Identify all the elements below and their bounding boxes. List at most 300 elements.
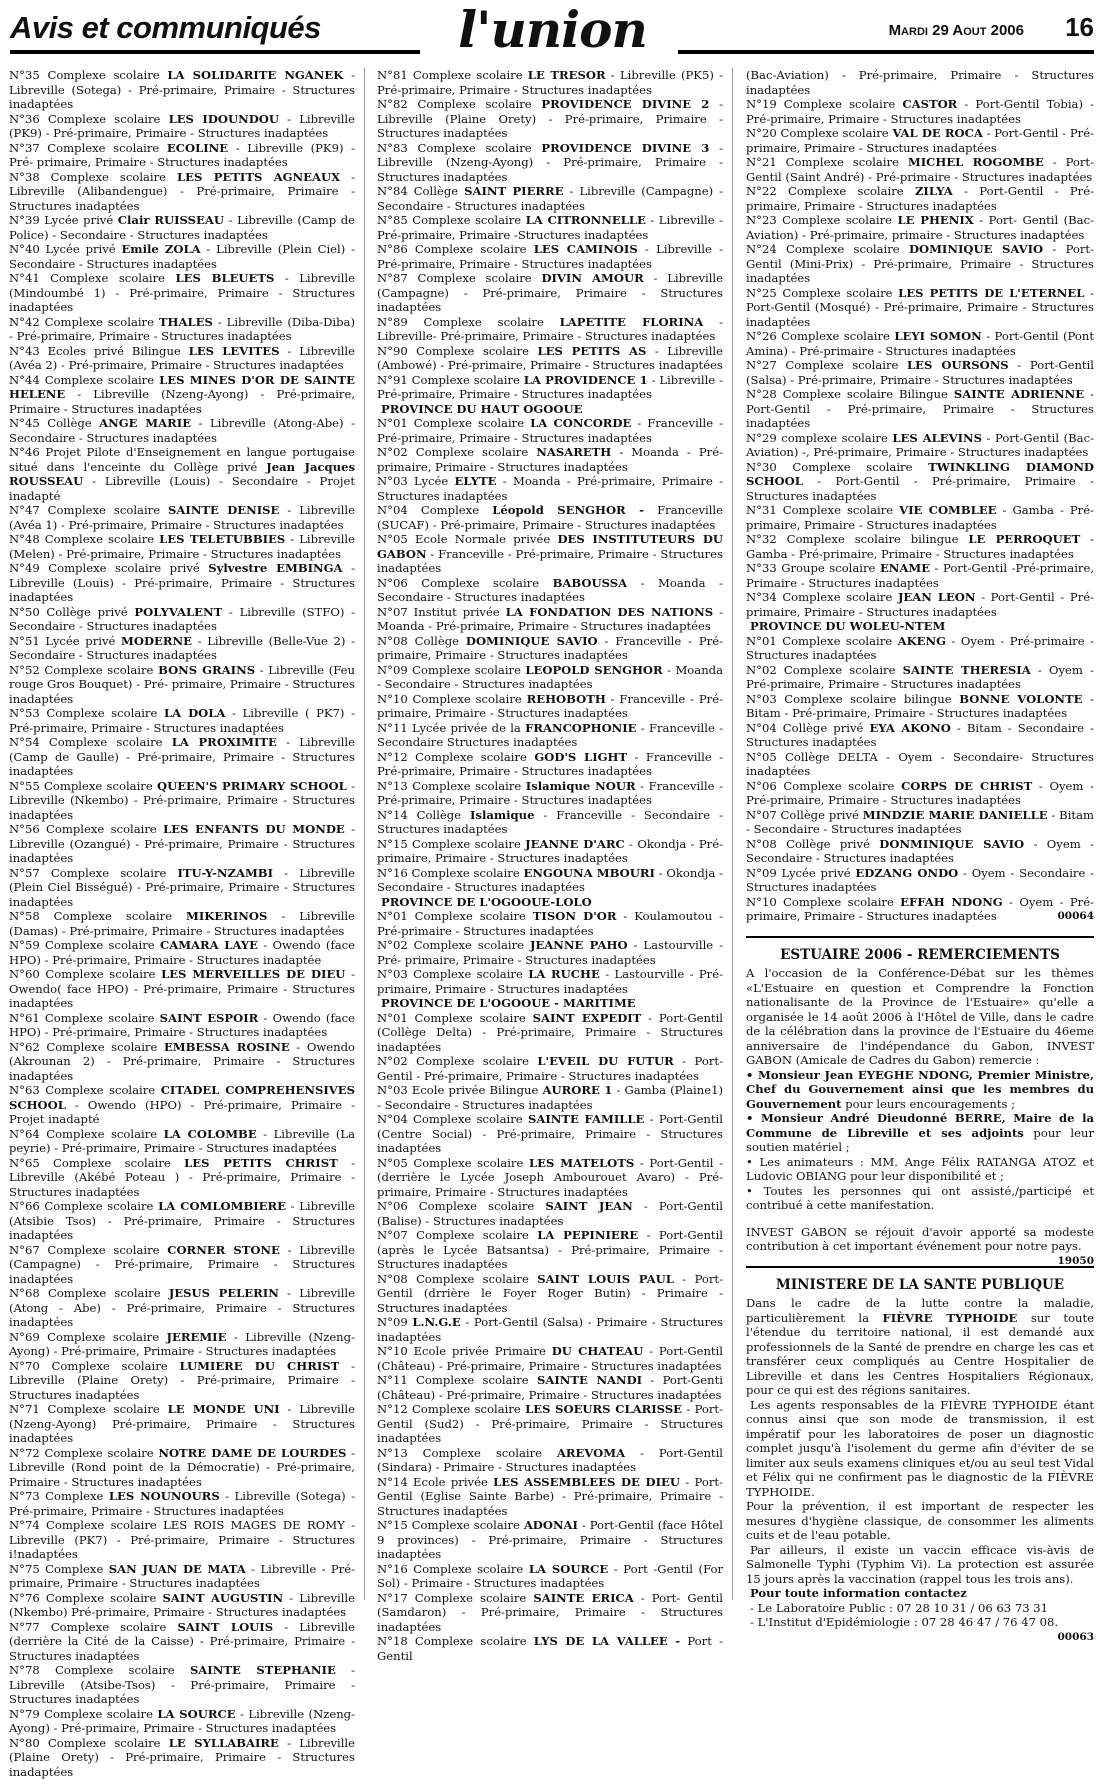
entry-number: N°90 <box>377 344 408 358</box>
entry-type: Complexe scolaire <box>777 503 899 517</box>
school-entry <box>746 358 1094 387</box>
entry-number: N°59 <box>9 938 40 952</box>
school-name: LES MERVEILLES DE DIEU <box>161 967 345 981</box>
entry-number: N°09 <box>377 1315 408 1329</box>
entry-details: - Owendo (HPO) - Pré-primaire, Primaire - Projet inadapté <box>9 1098 355 1127</box>
entry-details: - Franceville - Pré-primaire, Primaire - Structures inadaptées <box>377 416 723 445</box>
entry-type: Complexe scolaire <box>40 1591 163 1605</box>
contact-line <box>746 1615 1094 1630</box>
school-entry <box>9 213 355 242</box>
school-name: LES CAMINOIS <box>534 242 638 256</box>
province-heading: PROVINCE DE L'OGOOUE-LOLO <box>377 895 723 910</box>
notice-separator <box>746 1266 1094 1268</box>
school-name: LES BLEUETS <box>175 271 274 285</box>
entry-details: - Port-Gentil (après le Lycée Batsantsa) - Pré-primaire, Primaire - Structures inadaptées <box>377 1228 723 1271</box>
entry-details: - Libreville (Nzeng-Ayong) Pré-primaire, Primaire - Structures inadaptées <box>9 1402 355 1445</box>
school-entry <box>9 938 355 967</box>
school-name: BABOUSSA <box>553 576 628 590</box>
school-entry <box>377 1054 723 1083</box>
school-name: LE MONDE UNI <box>168 1402 280 1416</box>
entry-details: - Koulamoutou - Pré-primaire - Structures inadaptées <box>377 909 723 938</box>
school-name: LA PROXIMITE <box>172 735 277 749</box>
school-entry <box>746 329 1094 358</box>
entry-type: Projet Pilote d'Enseignement en langue portugaise situé dans l'enceinte du Collège privé <box>9 445 355 474</box>
school-name: LA PEPINIERE <box>537 1228 638 1242</box>
school-name: LUMIERE DU CHRIST <box>179 1359 339 1373</box>
school-entry <box>9 344 355 373</box>
entry-details: - Libreville (PK9) - Pré-primaire, Primaire - Structures inadaptées <box>9 112 355 141</box>
entry-details: - Libreville (Plaine Orety) - Pré-primaire, Primaire - Structures inadaptées <box>9 1736 355 1779</box>
entry-details: - Libreville (Avéa 1) - Pré-primaire, Primaire - Structures inadaptées <box>9 503 355 532</box>
entry-details: - Franceville - Secondaire Structures inadaptées <box>377 721 723 750</box>
school-entry <box>377 344 723 373</box>
entry-type: Complexe scolaire <box>777 895 900 909</box>
entry-type: Collège privé <box>777 808 863 822</box>
school-entry <box>377 416 723 445</box>
school-entry <box>377 837 723 866</box>
entry-type: Complexe scolaire <box>408 967 528 981</box>
column-divider <box>364 68 365 1600</box>
entry-details: - Libreville (Akébé Poteau ) - Pré-primaire, Primaire - Structures inadaptées <box>9 1156 355 1199</box>
entry-details: - Port-Gentil (Mosqué) - Pré-primaire, Primaire - Structures inadaptées <box>746 286 1094 329</box>
school-name: JEANNE D'ARC <box>525 837 625 851</box>
school-entry <box>9 271 355 315</box>
entry-number: N°01 <box>377 416 408 430</box>
entry-details: - Libreville (Rond point de la Démocratie) - Pré-primaire, Primaire - Structures inadaptées <box>9 1446 355 1489</box>
entry-type: Complexe scolaire <box>777 663 903 677</box>
school-name: EYA AKONO <box>869 721 950 735</box>
entry-number: N°73 <box>9 1489 40 1503</box>
entry-details: Franceville (SUCAF) - Pré-primaire, Primaire - Structures inadaptées <box>377 503 723 532</box>
school-name: SAINT EXPEDIT <box>533 1011 642 1025</box>
entry-type: Complexe scolaire <box>40 1663 190 1677</box>
entry-details: - Port-Gentil (Pont Amina) - Pré-primaire - Structures inadaptées <box>746 329 1094 358</box>
entry-number: N°65 <box>9 1156 40 1170</box>
entry-type: Ecole privée Bilingue <box>408 1083 543 1097</box>
entry-type: Collège privé <box>777 721 870 735</box>
entry-type: Collège DELTA - Oyem - Secondaire- Structures inadaptées <box>746 750 1094 779</box>
entry-details: - Libreville (Damas) - Pré-primaire, Primaire - Structures inadaptées <box>9 909 355 938</box>
entry-number: N°14 <box>377 1475 408 1489</box>
entry-details: - Libreville (Ozangué) - Pré-primaire, Primaire - Structures inadaptées <box>9 822 355 865</box>
entry-number: N°48 <box>9 532 40 546</box>
entry-number: N°26 <box>746 329 777 343</box>
school-entry <box>746 155 1094 184</box>
entry-type: Ecole privée Primaire <box>408 1344 552 1358</box>
school-entry <box>9 1359 355 1403</box>
entry-number: N°54 <box>9 735 40 749</box>
entry-number: N°87 <box>377 271 408 285</box>
entry-number: N°02 <box>377 1054 408 1068</box>
school-entry <box>9 735 355 779</box>
school-entry <box>746 68 1094 97</box>
entry-details: - Libreville - Pré-primaire, Primaire - Structures inadaptées <box>377 242 723 271</box>
notice-title: MINISTERE DE LA SANTE PUBLIQUE <box>746 1278 1094 1293</box>
entry-number: N°01 <box>377 909 408 923</box>
bullet-bold: • Monsieur André Dieudonné BERRE, Maire de la Commune de Libreville et ses adjoints <box>746 1111 1094 1140</box>
entry-details: - Owendo (face HPO) - Pré-primaire, Primaire - Structures inadaptées <box>9 1011 355 1040</box>
entry-number: N°03 <box>377 1083 408 1097</box>
school-entry <box>746 663 1094 692</box>
school-name: CORNER STONE <box>167 1243 280 1257</box>
school-name: Islamique NOUR <box>526 779 636 793</box>
entry-details: - Libreville (Ambowé) - Pré-primaire, Primaire - Structures inadaptées <box>377 344 723 373</box>
entry-type: Collège <box>408 634 466 648</box>
entry-details: - Port-Gentil (Collège Delta) - Pré-primaire, Primaire - Structures inadaptées <box>377 1011 723 1054</box>
province-heading: PROVINCE DU HAUT OGOOUE <box>377 402 723 417</box>
entry-details: - Franceville - Pré-primaire, Primaire - Structures inadaptées <box>377 692 723 721</box>
entry-details: - Port-Gentil - Pré-primaire, Primaire - Structures inadaptées <box>746 387 1094 430</box>
entry-details: - Bitam - Secondaire - Structures inadaptées <box>746 808 1094 837</box>
entry-type: Complexe scolaire <box>777 779 901 793</box>
entry-number: N°22 <box>746 184 777 198</box>
entry-details: - Port- Gentil (Bac-Aviation) - Pré-primaire, primaire - Structures inadaptées <box>746 213 1094 242</box>
school-name: TWINKLING DIAMOND SCHOOL <box>746 460 1094 489</box>
school-entry <box>746 634 1094 663</box>
entry-number: N°02 <box>377 938 408 952</box>
entry-number: N°69 <box>9 1330 40 1344</box>
school-entry <box>9 866 355 910</box>
entry-type: Complexe scolaire <box>777 242 909 256</box>
school-entry <box>377 315 723 344</box>
entry-number: N°46 <box>9 445 40 459</box>
school-entry <box>9 1736 355 1779</box>
school-entry <box>377 1634 723 1663</box>
entry-number: N°28 <box>746 387 777 401</box>
notice-closing <box>746 1225 1094 1254</box>
entry-details: - Libreville (Atong-Abe) - Secondaire - Structures inadaptées <box>9 416 355 445</box>
school-name: NOTRE DAME DE LOURDES <box>158 1446 346 1460</box>
school-name: SAN JUAN DE MATA <box>109 1562 246 1576</box>
entry-type: complexe scolaire <box>777 431 893 445</box>
entry-type: Complexe scolaire <box>40 1199 158 1213</box>
school-entry <box>377 1344 723 1373</box>
entry-details: - Libreville (Feu rouge Gros Bouquet) - Pré- primaire, Primaire - Structures inadaptées <box>9 663 355 706</box>
entry-number: N°81 <box>377 68 408 82</box>
school-entry <box>9 416 355 445</box>
school-name: ENAME <box>880 561 930 575</box>
entry-type: Institut privée <box>408 605 506 619</box>
school-name: LE PERROQUET <box>968 532 1080 546</box>
school-name: LA CITRONNELLE <box>526 213 646 227</box>
entry-type: Complexe scolaire <box>40 735 172 749</box>
entry-number: N°58 <box>9 909 40 923</box>
issue-date: Mardi 29 Aout 2006 <box>889 22 1024 39</box>
school-entry <box>377 1156 723 1200</box>
entry-details: - Owendo (Akrounan 2) - Pré-primaire, Primaire - Structures inadaptées <box>9 1040 355 1083</box>
province-heading: PROVINCE DU WOLEU-NTEM <box>746 619 1094 634</box>
entry-details: - Oyem - Pré-primaire, Primaire - Structures inadaptées <box>746 895 1094 924</box>
entry-type: Lycée <box>408 474 455 488</box>
school-entry <box>377 68 723 97</box>
school-name: EMBESSA ROSINE <box>164 1040 290 1054</box>
entry-type: Complexe scolaire <box>408 1011 533 1025</box>
notice-bullet: • Toutes les personnes qui ont assisté,/participé et contribué à cette manifestation. <box>746 1184 1094 1213</box>
school-name: GOD'S LIGHT <box>534 750 627 764</box>
school-entry <box>377 141 723 185</box>
bullet-text: pour leurs encouragements ; <box>842 1097 1016 1111</box>
entry-type: Complexe scolaire <box>40 1446 159 1460</box>
section-title: Avis et communiqués <box>10 10 321 46</box>
entry-details: - Port-Gentil - Pré-primaire, Primaire - Structures inadaptées <box>377 1054 723 1083</box>
entry-number: N°13 <box>377 779 408 793</box>
entry-number: N°10 <box>377 692 408 706</box>
entry-type: Complexe scolaire Bilingue <box>777 387 954 401</box>
school-name: Emile ZOLA <box>121 242 200 256</box>
school-entry <box>746 387 1094 431</box>
entry-type: Complexe <box>40 1562 109 1576</box>
entry-details: - Port-Gentil (Salsa) - Primaire - Structures inadaptées <box>377 1315 723 1344</box>
school-name: JEAN LEON <box>898 590 976 604</box>
entry-number: N°71 <box>9 1402 40 1416</box>
entry-type: Collège privé <box>40 605 135 619</box>
entry-details: - Libreville (Atsibe-Tsos) - Pré-primaire, Primaire - Structures inadaptées <box>9 1663 355 1706</box>
entry-type: Complexe scolaire <box>408 242 534 256</box>
school-entry <box>9 1562 355 1591</box>
entry-type: Complexe scolaire <box>40 532 159 546</box>
entry-number: N°60 <box>9 967 40 981</box>
contact-text: - L'Institut d'Epidémiologie : 07 28 46 47 / 76 47 08. <box>750 1615 1058 1629</box>
header-rule-left <box>10 50 420 54</box>
entry-number: N°91 <box>377 373 408 387</box>
entry-details: - Libreville (Avéa 2) - Pré-primaire, Primaire - Structures inadaptées <box>9 344 355 373</box>
entry-number: N°15 <box>377 837 408 851</box>
entry-type: Complexe scolaire <box>777 634 898 648</box>
entry-number: N°40 <box>9 242 40 256</box>
school-name: VAL DE ROCA <box>892 126 982 140</box>
school-entry <box>9 503 355 532</box>
entry-number: N°05 <box>746 750 777 764</box>
entry-details: - Libreville - Pré-primaire, Primaire - Structures inadaptées <box>9 1562 355 1591</box>
school-entry <box>377 503 723 532</box>
entry-details: - Libreville (Atsibie Tsos) - Pré-primaire, Primaire - Structures inadaptées <box>9 1199 355 1242</box>
entry-number: N°25 <box>746 286 777 300</box>
ad-reference: 00063 <box>1057 1630 1094 1645</box>
school-entry <box>9 1402 355 1446</box>
notice-paragraph: Pour la prévention, il est important de respecter les mesures d'hygiène classique, de consommer les aliments cuits et de l'eau potable. <box>746 1499 1094 1543</box>
entry-type: Complexe scolaire <box>408 576 553 590</box>
entry-number: N°03 <box>746 692 777 706</box>
entry-type: Complexe scolaire <box>40 1127 164 1141</box>
school-name: POLYVALENT <box>134 605 222 619</box>
school-entry <box>746 503 1094 532</box>
school-name: SAINT ESPOIR <box>160 1011 259 1025</box>
school-entry <box>746 126 1094 155</box>
entry-details: - Libreville (Melen) - Pré-primaire, Primaire - Structures inadaptées <box>9 532 355 561</box>
entry-type: Complexe scolaire <box>408 97 542 111</box>
school-name: EDZANG ONDO <box>855 866 958 880</box>
notice-bullet <box>746 1111 1094 1155</box>
school-name: SAINTE THERESIA <box>903 663 1031 677</box>
school-entry <box>9 141 355 170</box>
school-name: PROVIDENCE DIVINE 3 <box>541 141 709 155</box>
entry-details: - Port-Gentil (face Hôtel 9 provinces) - Pré-primaire, Primaire - Structures inadaptées <box>377 1518 723 1561</box>
entry-type: Complexe scolaire <box>408 1112 528 1126</box>
entry-number: N°01 <box>746 634 777 648</box>
school-name: LEYI SOMON <box>894 329 981 343</box>
entry-type: Complexe scolaire <box>40 822 163 836</box>
school-entry <box>746 721 1094 750</box>
entry-number: N°08 <box>746 837 777 851</box>
school-name: Léopold SENGHOR - <box>492 503 644 517</box>
entry-details: - Port-Genti (Château) - Pré-primaire, Primaire - Structures inadaptées <box>377 1373 723 1402</box>
school-entry <box>9 1243 355 1287</box>
school-name: AREVOMA <box>557 1446 625 1460</box>
school-name: CITADEL COMPREHENSIVES SCHOOL <box>9 1083 355 1112</box>
school-entry <box>377 663 723 692</box>
entry-number: N°13 <box>377 1446 408 1460</box>
school-name: LA DOLA <box>164 706 225 720</box>
entry-details: - Libreville (Campagne) - Pré-primaire, Primaire - Structures inadaptées <box>9 1243 355 1286</box>
school-entry <box>9 1040 355 1084</box>
school-entry <box>9 822 355 866</box>
entry-number: N°44 <box>9 373 40 387</box>
entry-details: - Gamba - Pré-primaire, Primaire - Structures inadaptées <box>746 503 1094 532</box>
school-entry <box>746 242 1094 286</box>
school-name: SAINT LOUIS <box>177 1620 273 1634</box>
entry-number: N°06 <box>746 779 777 793</box>
entry-type: Complexe scolaire <box>408 1402 525 1416</box>
entry-details: Port -Gentil <box>377 1634 723 1663</box>
entry-details: - Moanda - Secondaire - Structures inadaptées <box>377 576 723 605</box>
entry-number: N°41 <box>9 271 40 285</box>
paragraph-text: Dans le cadre de la lutte contre la maladie, particulièrement la <box>746 1296 1094 1325</box>
entry-type: Complexe scolaire <box>777 329 895 343</box>
entry-type: Lycée privé <box>777 866 856 880</box>
school-entry <box>746 184 1094 213</box>
entry-type: Ecole privée <box>408 1475 493 1489</box>
entry-number: N°50 <box>9 605 40 619</box>
notice-separator <box>746 936 1094 938</box>
school-name: SAINTE ERICA <box>533 1591 633 1605</box>
entry-type: Lycée privé <box>40 242 122 256</box>
entry-type: Collège <box>408 184 464 198</box>
entry-number: N°29 <box>746 431 777 445</box>
entry-type: Complexe scolaire <box>40 1243 168 1257</box>
school-entry <box>746 895 1094 924</box>
entry-details: - Franceville - Pré-primaire, Primaire - Structures inadaptées <box>377 779 723 808</box>
entry-type: Complexe scolaire <box>777 184 915 198</box>
entry-type: Complexe scolaire <box>40 1286 169 1300</box>
school-name: FRANCOPHONIE <box>525 721 636 735</box>
entry-type: Complexe scolaire <box>777 590 898 604</box>
school-entry <box>9 1083 355 1127</box>
school-name: LEOPOLD SENGHOR <box>525 663 662 677</box>
entry-type: Complexe scolaire <box>40 1736 169 1750</box>
school-name: SAINT JEAN <box>545 1199 632 1213</box>
school-entry <box>9 315 355 344</box>
entry-number: N°78 <box>9 1663 40 1677</box>
school-entry <box>377 967 723 996</box>
entry-number: N°02 <box>377 445 408 459</box>
column-3 <box>746 68 1094 1644</box>
school-name: ZILYA <box>915 184 953 198</box>
entry-details: - Libreville - Pré-primaire, Primaire -Structures inadaptées <box>377 213 723 242</box>
entry-type: Complexe scolaire <box>40 112 169 126</box>
entry-type: Collège <box>408 808 470 822</box>
entry-details: - Libreville (Nzeng-Ayong) - Pré-primaire, Primaire - Structures inadaptées <box>9 1330 355 1359</box>
entry-number: N°11 <box>377 721 408 735</box>
page-number: 16 <box>1065 12 1094 43</box>
entry-type: Complexe scolaire <box>408 213 526 227</box>
entry-type: Complexe scolaire <box>408 909 533 923</box>
school-name: Clair RUISSEAU <box>118 213 224 227</box>
school-entry <box>746 590 1094 619</box>
entry-number: N°83 <box>377 141 408 155</box>
school-entry <box>377 692 723 721</box>
entry-number: N°18 <box>377 1634 408 1648</box>
entry-type: Complexe scolaire <box>408 1591 534 1605</box>
school-entry <box>746 532 1094 561</box>
entry-details: - Libreville (Camp de Gaulle) - Pré-primaire, Primaire - Structures inadaptées <box>9 735 355 778</box>
school-entry <box>377 1518 723 1562</box>
school-name: SAINTE FAMILLE <box>528 1112 644 1126</box>
entry-number: N°06 <box>377 1199 408 1213</box>
school-entry <box>9 605 355 634</box>
notice-bullet: • Les animateurs : MM. Ange Félix RATANGA ATOZ et Ludovic OBIANG pour leur disponibilité et ; <box>746 1155 1094 1184</box>
school-entry <box>746 561 1094 590</box>
entry-details: - Moanda - Pré-primaire, Primaire - Structures inadaptées <box>377 445 723 474</box>
entry-type: Complexe <box>408 503 493 517</box>
entry-number: N°36 <box>9 112 40 126</box>
entry-number: N°89 <box>377 315 408 329</box>
entry-details: - Libreville (Campagne) - Pré-primaire, Primaire - Structures inadaptées <box>377 271 723 314</box>
school-name: LAPETITE FLORINA <box>560 315 704 329</box>
entry-details: - Franceville - Pré-primaire, Primaire - Structures inadaptées <box>377 634 723 663</box>
school-name: BONNE VOLONTE <box>959 692 1082 706</box>
entry-type: Complexe scolaire <box>408 1562 529 1576</box>
entry-type: Complexe scolaire <box>408 779 526 793</box>
school-entry <box>9 1156 355 1200</box>
entry-number: N°76 <box>9 1591 40 1605</box>
school-name: MIKERINOS <box>186 909 267 923</box>
entry-details: - Port-Gentil -Pré-primaire, Primaire - Structures inadaptées <box>746 561 1094 590</box>
entry-number: N°09 <box>377 663 408 677</box>
entry-details: - Libreville (PK5) - Pré-primaire, Primaire - Structures inadaptées <box>377 68 723 97</box>
school-name: SAINT AUGUSTIN <box>162 1591 283 1605</box>
entry-details: - Oyem - Pré-primaire - Structures inadaptées <box>746 634 1094 663</box>
school-entry <box>377 1446 723 1475</box>
entry-type: Complexe scolaire LES ROIS MAGES DE ROMY - Libreville (PK7) - Pré-primaire, Primaire - Structures i!nadaptées <box>9 1518 355 1561</box>
entry-details: - Libreville (Plein Ciel Bisségué) - Pré-primaire, Primaire - Structures inadaptées <box>9 866 355 909</box>
school-name: LES PETITS DE L'ETERNEL <box>898 286 1084 300</box>
school-entry <box>9 561 355 605</box>
entry-number: N°11 <box>377 1373 408 1387</box>
entry-number: N°15 <box>377 1518 408 1532</box>
entry-details: - Port-Gentil (drrière le Foyer Roger Butin) - Primaire - Structures inadaptées <box>377 1272 723 1315</box>
school-name: SAINT LOUIS PAUL <box>537 1272 674 1286</box>
school-entry <box>377 576 723 605</box>
school-entry <box>9 1707 355 1736</box>
entry-number: N°39 <box>9 213 40 227</box>
school-name: ADONAI <box>524 1518 578 1532</box>
school-entry <box>377 1011 723 1055</box>
entry-number: N°05 <box>377 1156 408 1170</box>
entry-number: N°57 <box>9 866 40 880</box>
entry-number: N°68 <box>9 1286 40 1300</box>
entry-type: Complexe scolaire <box>40 1156 184 1170</box>
column-1 <box>9 68 355 1779</box>
school-entry <box>9 779 355 823</box>
entry-number: N°03 <box>377 967 408 981</box>
school-name: LE TRESOR <box>528 68 606 82</box>
entry-type: Complexe scolaire <box>408 938 530 952</box>
entry-number: N°07 <box>377 1228 408 1242</box>
entry-details: - Port-Gentil (Château) - Pré-primaire, Primaire - Structures inadaptées <box>377 1344 723 1373</box>
entry-details: - Port-Gentil (Saint André) - Pré-primaire - Structures inadaptées <box>746 155 1094 184</box>
school-name: CORPS DE CHRIST <box>901 779 1032 793</box>
entry-type: Complexe scolaire <box>408 1272 537 1286</box>
